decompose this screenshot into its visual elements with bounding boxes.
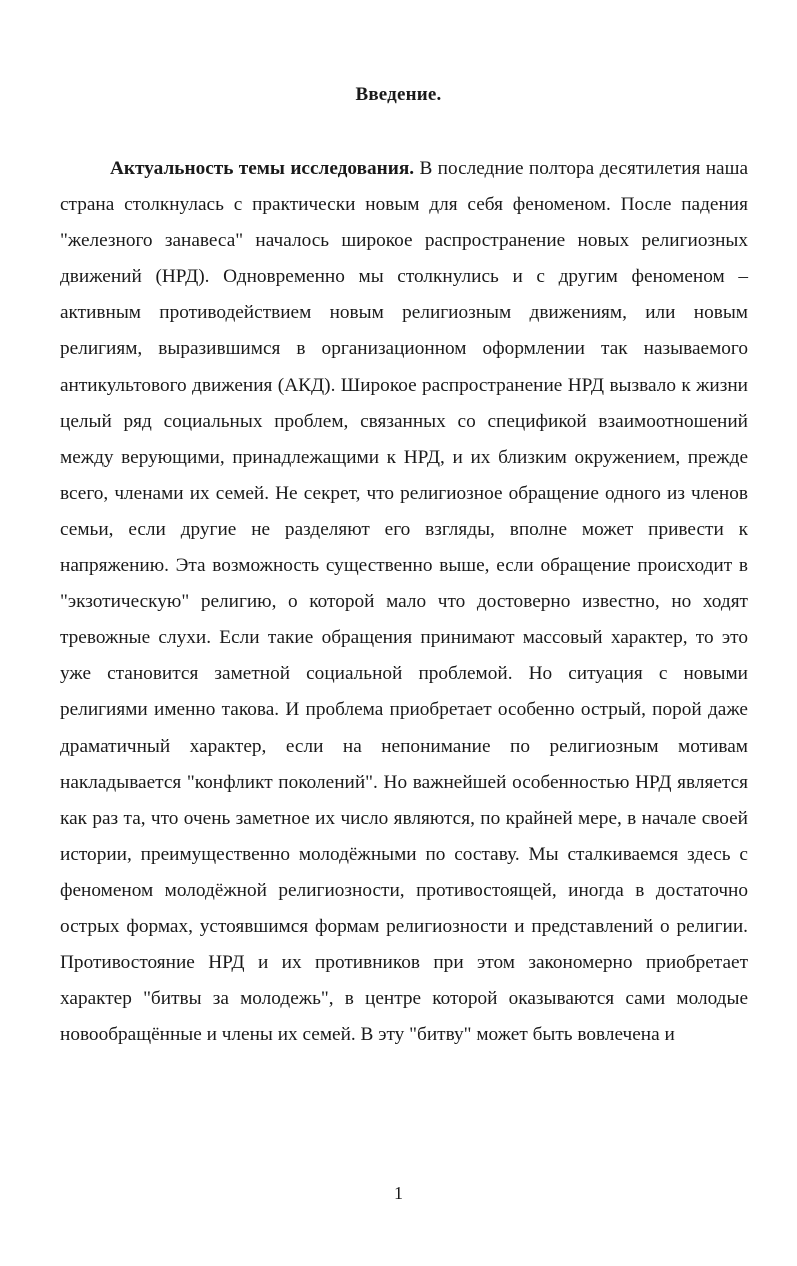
body-paragraph — [60, 151, 748, 1053]
section-title: Введение. — [355, 84, 442, 105]
page-number: 1 — [394, 1183, 403, 1203]
paragraph-lead: Актуальность темы исследования. — [110, 158, 415, 179]
paragraph-text: В последние полтора десятилетия наша страна столкнулась с практически новым для себя феноменом. После падения "железного занавеса" началось широкое распространение новых религиозных движений (НРД). Одновременно мы столкнулись и с другим феноменом – активным противодействием новым религиозным движениям, или новым религиям, выразившимся в организационном оформлении так называемого антикультового движения (АКД). Широкое распространение НРД вызвало к жизни целый ряд социальных проблем, связанных со спецификой взаимоотношений между верующими, принадлежащими к НРД, и их близким окружением, прежде всего, членами их семей. Не секрет, что религиозное обращение одного из членов семьи, если другие не разделяют его взгляды, вполне может привести к напряжению. Эта возможность существенно выше, если обращение происходит в "экзотическую" религию, о которой мало что достоверно известно, но ходят тревожные слухи. Если такие обращения принимают массовый характер, то это уже становится заметной социальной проблемой. Но ситуация с новыми религиями именно такова. И проблема приобретает особенно острый, порой даже драматичный характер, если на непонимание по религиозным мотивам накладывается "конфликт поколений". Но важнейшей особенностью НРД является как раз та, что очень заметное их число являются, по крайней мере, в начале своей истории, преимущественно молодёжными по составу. Мы сталкиваемся здесь с феноменом молодёжной религиозности, противостоящей, иногда в достаточно острых формах, устоявшимся формам религиозности и представлений о религии. Противостояние НРД и их противников при этом закономерно приобретает характер "битвы за молодежь", в центре которой оказываются сами молодые новообращённые и члены их семей. В эту "битву" может быть вовлечена и — [60, 158, 748, 1046]
